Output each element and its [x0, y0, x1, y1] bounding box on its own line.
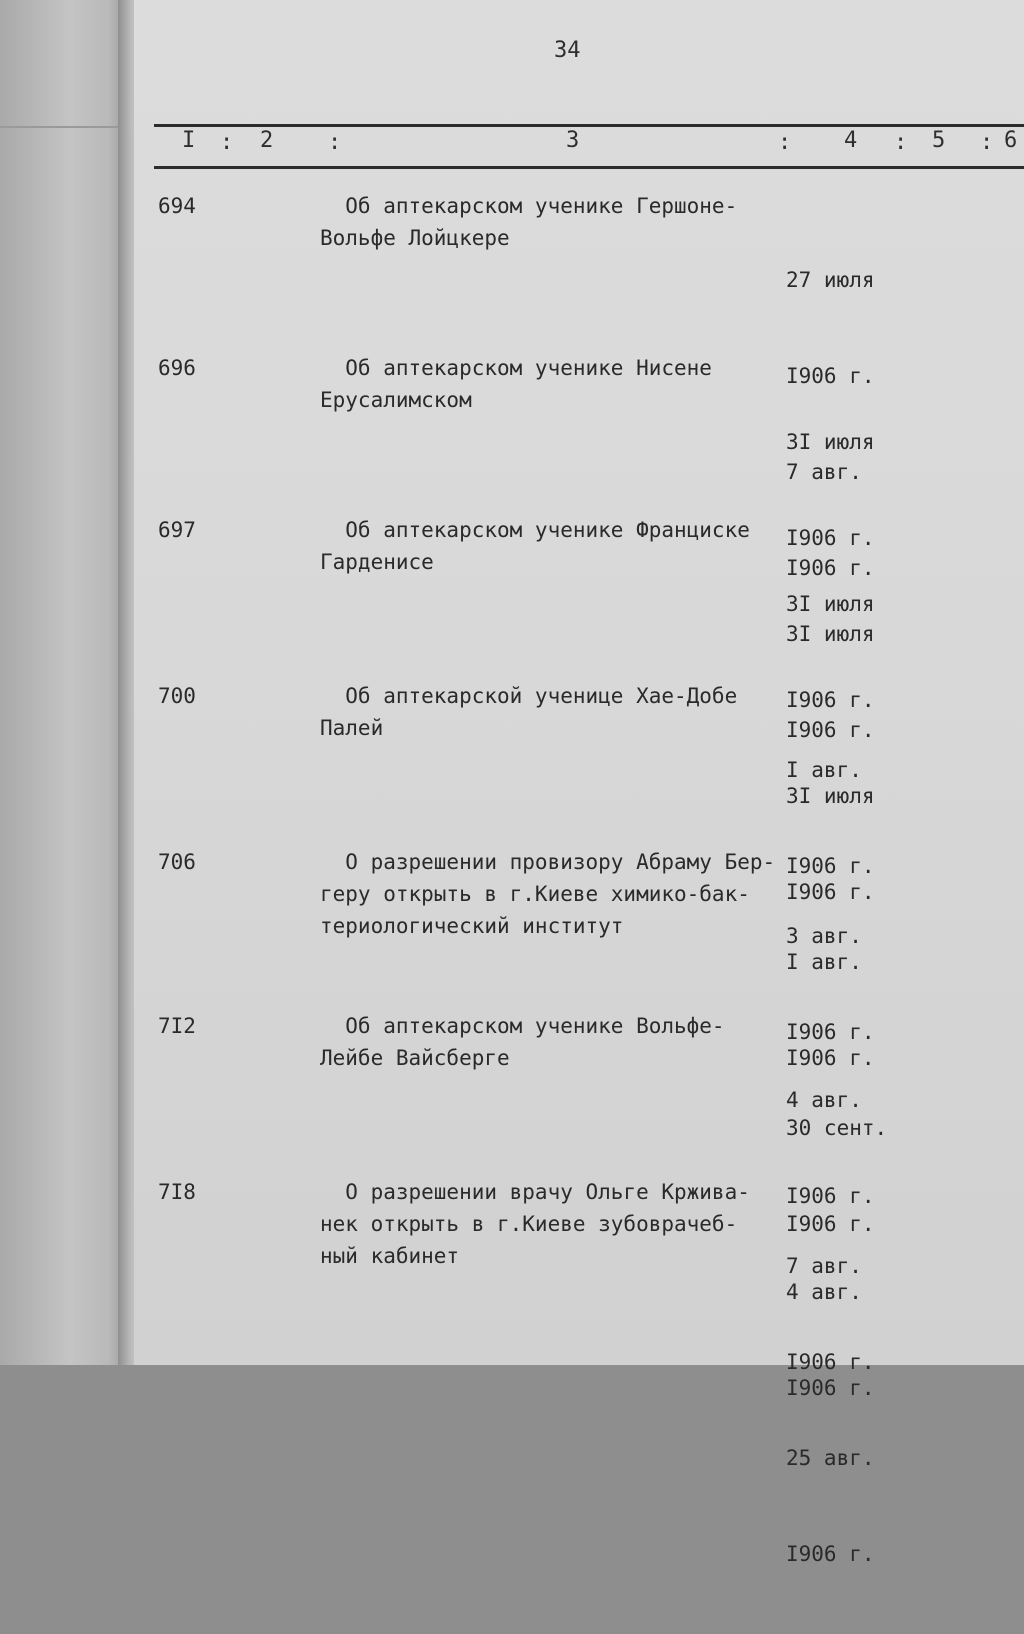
left-facing-page — [0, 0, 128, 1365]
header-rule-bottom — [154, 166, 1024, 169]
entry-number: 696 — [158, 356, 196, 380]
entry-year-end: I906 г. — [786, 1046, 875, 1070]
column-separator: : — [894, 130, 908, 155]
entry-description-line: О разрешении врачу Ольге Крживa- — [320, 1180, 750, 1204]
entry-description-line: Об аптекарском ученике Франциске — [320, 518, 750, 542]
entry-number: 706 — [158, 850, 196, 874]
entry-date-end: 7 авг. — [786, 460, 862, 484]
entry-description-line: териологический институт — [320, 914, 624, 938]
entry-number: 7I2 — [158, 1014, 196, 1038]
entry-year-start: I906 г. — [786, 526, 875, 550]
entry-year-start: I906 г. — [786, 1350, 875, 1374]
column-header-5: 5 — [932, 128, 946, 153]
column-separator: : — [220, 130, 234, 155]
entry-description-line: ный кабинет — [320, 1244, 460, 1268]
entry-date-start: 4 авг. — [786, 1088, 862, 1112]
entry-description-line: нек открыть в г.Киеве зубоврачеб- — [320, 1212, 738, 1236]
left-page-header-shadow — [0, 78, 128, 128]
entry-date-start: 3I июля — [786, 592, 875, 616]
entry-number: 697 — [158, 518, 196, 542]
entry-date-end: 3I июля — [786, 622, 875, 646]
entry-date-end: 30 сент. — [786, 1116, 888, 1140]
page-number: 34 — [554, 38, 581, 63]
entry-number: 7I8 — [158, 1180, 196, 1204]
column-header-6: 6 — [1004, 128, 1018, 153]
column-header-4: 4 — [844, 128, 858, 153]
entry-year-start: I906 г. — [786, 854, 875, 878]
entry-date-start: 7 авг. — [786, 1254, 862, 1278]
entry-description-line: Об аптекарском ученике Гершоне- — [320, 194, 738, 218]
entry-description-line: Вольфе Лойцкере — [320, 226, 510, 250]
entry-year-end: I906 г. — [786, 880, 875, 904]
entry-year-end: I906 г. — [786, 1542, 875, 1566]
entry-description — [320, 352, 780, 416]
entry-date-end: I авг. — [786, 950, 862, 974]
entry-date-start: 3I июля — [786, 430, 875, 454]
entry-year-start: I906 г. — [786, 1020, 875, 1044]
entry-date-start: 3 авг. — [786, 924, 862, 948]
entry-date-end: 4 авг. — [786, 1280, 862, 1304]
entry-description-line: Лейбе Вайсберге — [320, 1046, 510, 1070]
entry-description-line: Ерусалимском — [320, 388, 472, 412]
entry-description-line: Об аптекарском ученике Вольфе- — [320, 1014, 725, 1038]
entry-date-start: I авг. — [786, 758, 862, 782]
entry-year-start: I906 г. — [786, 1184, 875, 1208]
entry-description-line: Гарденисе — [320, 550, 434, 574]
entry-year-end: I906 г. — [786, 556, 875, 580]
entry-year-end: I906 г. — [786, 1212, 875, 1236]
entry-year-start: I906 г. — [786, 364, 875, 388]
column-header-2: 2 — [260, 128, 274, 153]
entry-description — [320, 190, 780, 254]
entry-date-end: 3I июля — [786, 784, 875, 808]
column-separator: : — [328, 130, 342, 155]
column-separator: : — [778, 130, 792, 155]
column-header-1: I — [182, 128, 196, 153]
entry-description — [320, 514, 780, 578]
entry-year-end: I906 г. — [786, 1376, 875, 1400]
header-rule-top — [154, 124, 1024, 127]
entry-description-line: О разрешении провизору Абраму Бер- — [320, 850, 776, 874]
entry-dates — [786, 1186, 875, 1634]
entry-year-start: I906 г. — [786, 688, 875, 712]
document-page — [134, 0, 1024, 1566]
entry-number: 700 — [158, 684, 196, 708]
entry-description-line: Об аптекарской ученице Хае-Добе — [320, 684, 738, 708]
entry-description — [320, 680, 780, 744]
entry-description-line: Об аптекарском ученике Нисене — [320, 356, 712, 380]
entry-date-start: 27 июля — [786, 268, 875, 292]
entry-description — [320, 846, 780, 942]
entry-description — [320, 1010, 780, 1074]
column-header-3: 3 — [566, 128, 580, 153]
entry-date-end: 25 авг. — [786, 1446, 875, 1470]
entry-description-line: Палей — [320, 716, 384, 740]
entry-description-line: геру открыть в г.Киеве химико-бак- — [320, 882, 750, 906]
entry-number: 694 — [158, 194, 196, 218]
entry-description — [320, 1176, 780, 1272]
column-separator: : — [980, 130, 994, 155]
entry-year-end: I906 г. — [786, 718, 875, 742]
